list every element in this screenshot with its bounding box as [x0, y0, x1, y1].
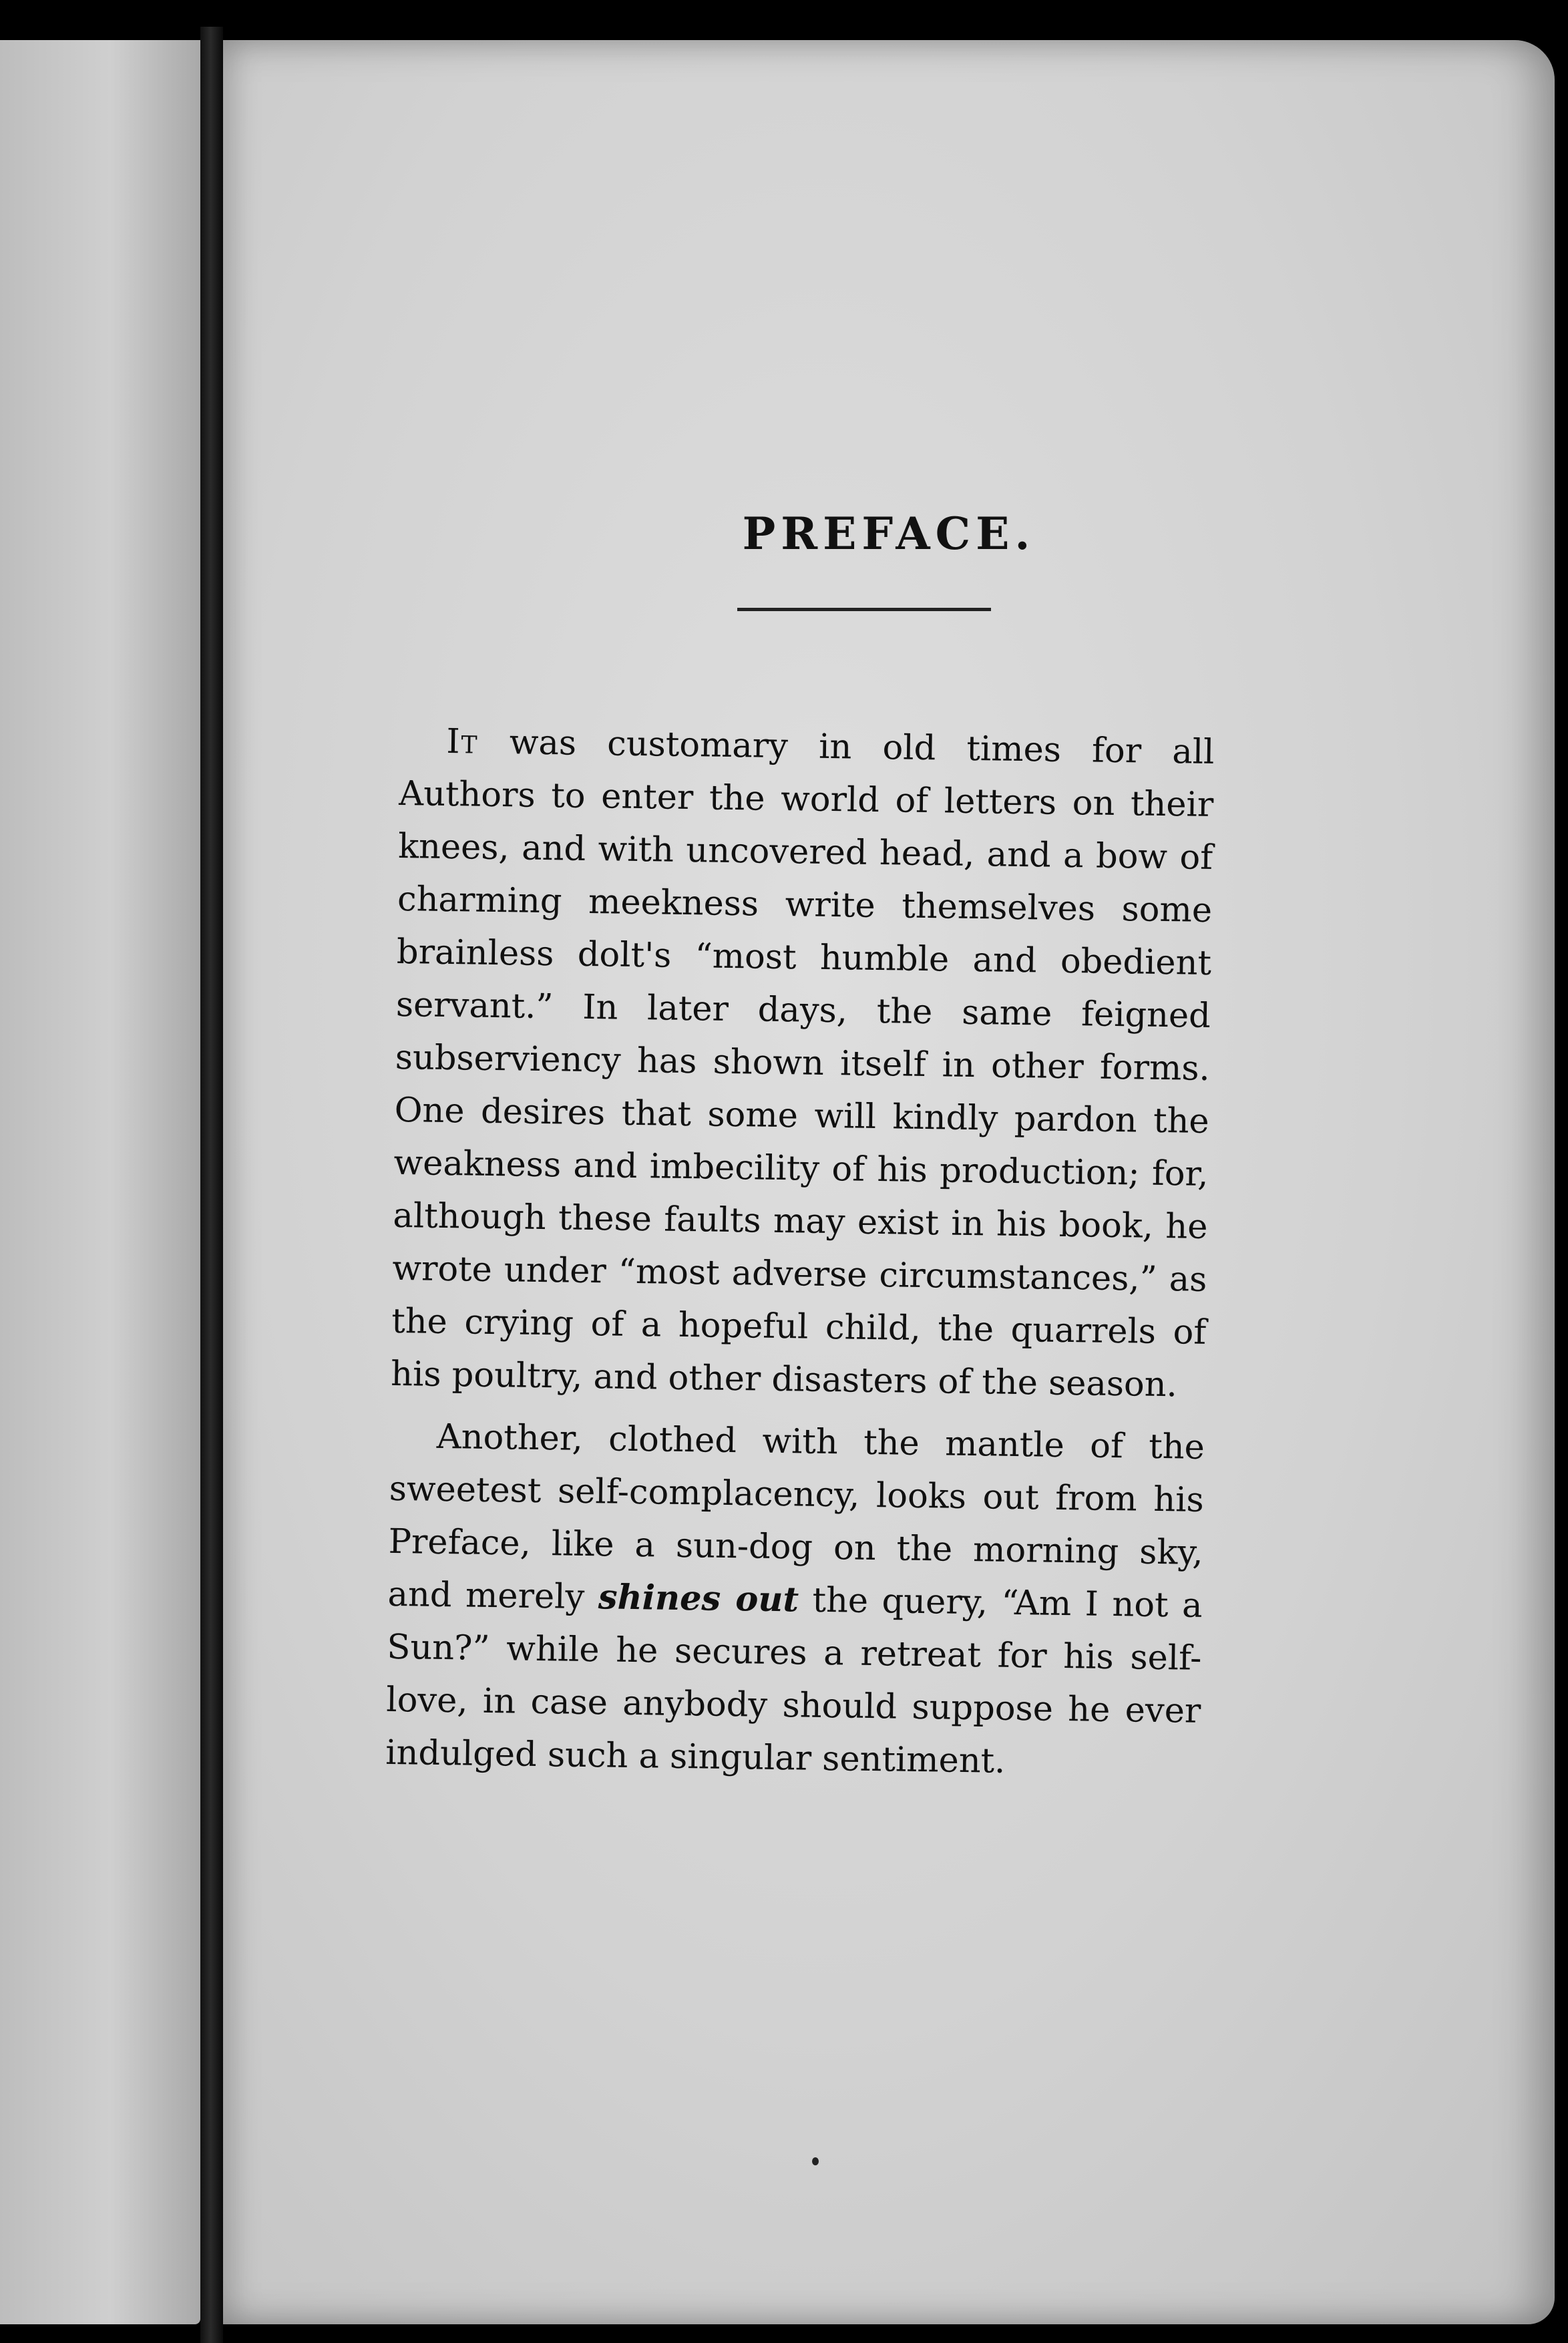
ink-speck: [812, 2157, 819, 2165]
preface-body: [385, 715, 1215, 1800]
previous-page-edge: [0, 40, 200, 2324]
book-page: [223, 40, 1555, 2324]
page-title: PREFACE.: [742, 508, 1036, 560]
paragraph-1-lead-word: It: [446, 721, 479, 762]
paragraph-1: [391, 715, 1215, 1412]
paragraph-1-text: was customary in old times for all Authors to enter the world of letters on their knees, and with uncovered head, and a bow of charming meekness write themselves some brainless dolt's “most humble and obedient servant.” In later days, the same feigned subserviency has shown itself in other forms. One desires that some will kindly pardon the weakness and imbecility of his production; for, although these faults may exist in his book, he wrote under “most adverse circumstances,” as the crying of a hopeful child, the quarrels of his poultry, and other disasters of the season.: [390, 722, 1215, 1405]
paragraph-2-emphasis: shines out: [598, 1577, 799, 1620]
paragraph-2-after: the query, “Am I not a Sun?” while he secures a retreat for his self-love, in case anybody should suppose he ever indulged such a singular sentiment.: [385, 1580, 1203, 1781]
paragraph-2: [385, 1410, 1205, 1791]
title-divider: [737, 608, 991, 611]
paragraph-2-before: Another, clothed with the mantle of the sweetest self-complacency, looks out from his Preface, like a sun-dog on the morning sky, and merely: [387, 1417, 1205, 1618]
book-gutter: [200, 27, 223, 2343]
